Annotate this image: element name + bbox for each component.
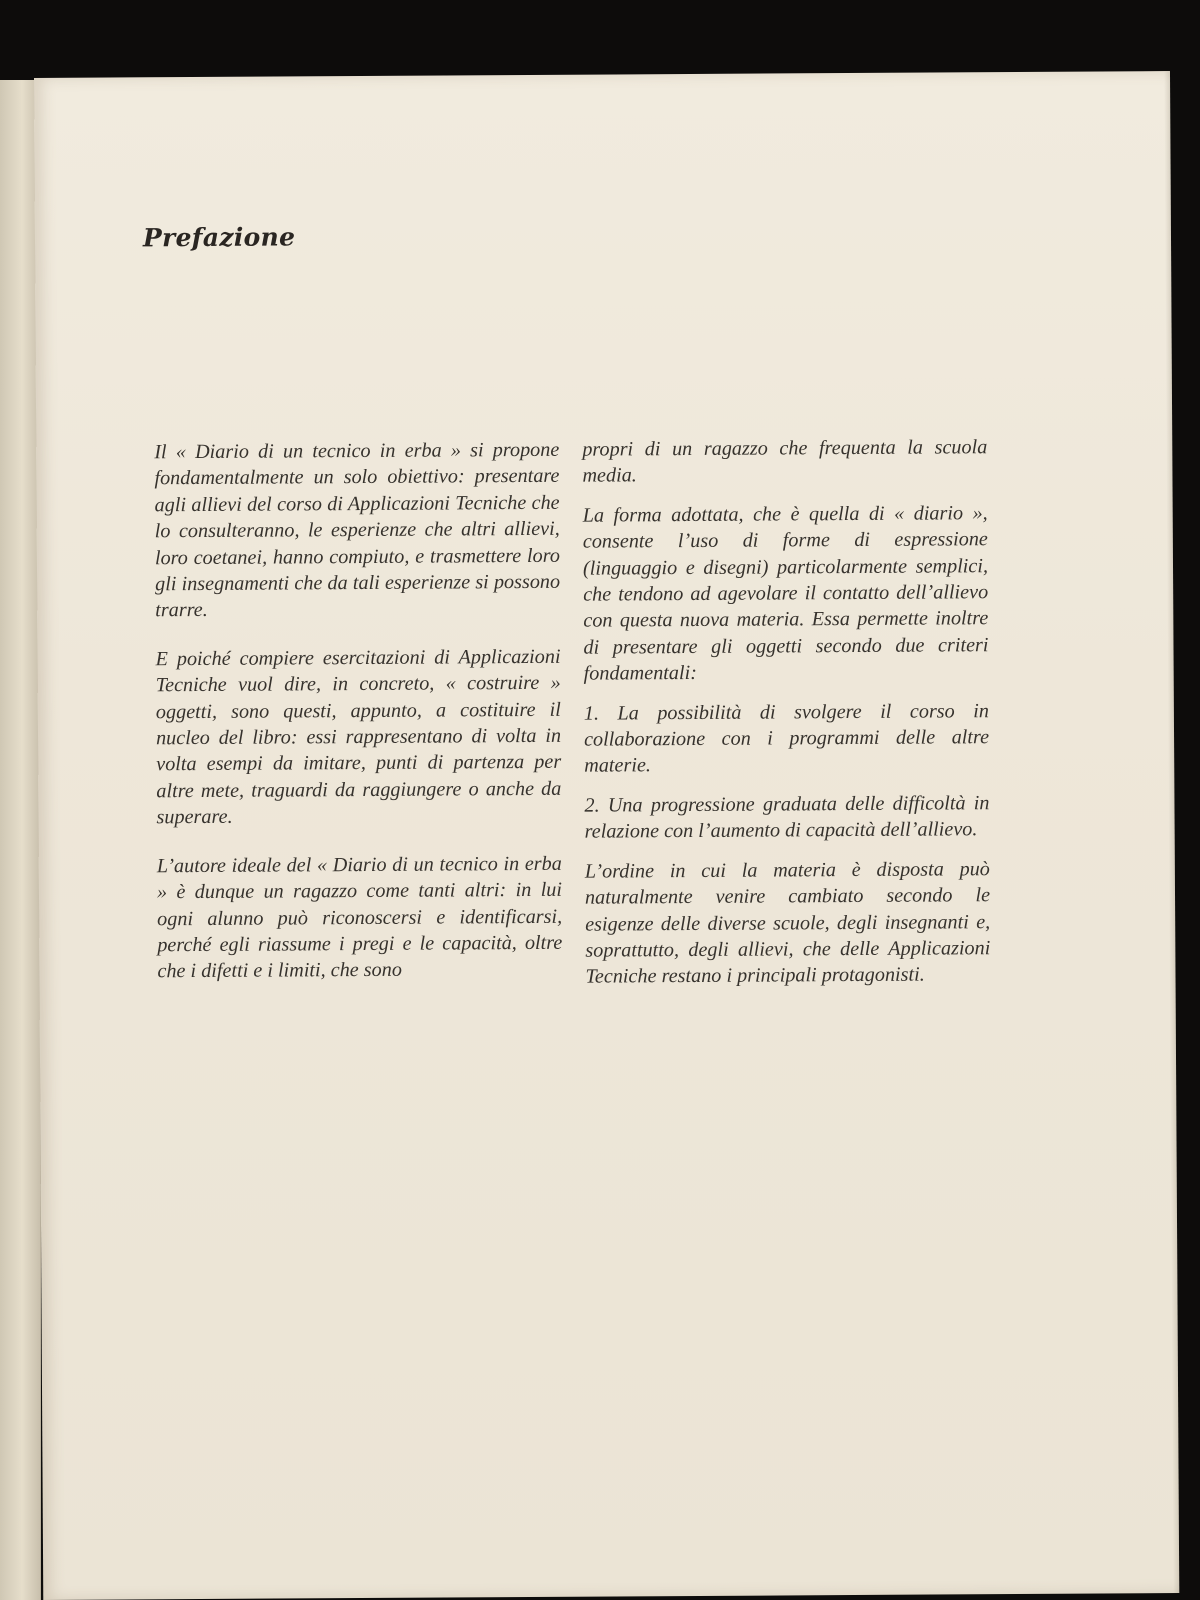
paragraph: La forma adottata, che è quella di « diario », consente l’uso di forme di espressione (linguaggio e disegni) particolarmente semplici, che tendono ad agevolare il contatto dell’allievo con questa nuova materia. Essa permette inoltre di presentare gli oggetti secondo due criteri fondamentali: [582, 501, 989, 685]
book-page [34, 71, 1179, 1600]
paragraph: E poiché compiere esercitazioni di Applicazioni Tecniche vuol dire, in concreto, « costruire » oggetti, sono questi, appunto, a costituire il nucleo del libro: essi rappresentano di volta in volta esempi da imitare, punti di partenza per altre mete, traguardi da raggiungere o anche da superare. [155, 645, 562, 829]
list-item: 1. La possibilità di svolgere il corso in collaborazione con i programmi delle altre materie. [583, 699, 990, 778]
list-item: 2. Una progressione graduata delle difficoltà in relazione con l’aumento di capacità dell’allievo. [584, 792, 990, 843]
paragraph: propri di un ragazzo che frequenta la scuola media. [582, 436, 988, 488]
paragraph: L’autore ideale del « Diario di un tecnico in erba » è dunque un ragazzo come tanti altri: in lui ogni alunno può riconoscersi e identificarsi, perché egli riassume i pregi e le capacità, oltre che i difetti e i limiti, che sono [156, 852, 563, 983]
text-column-right [582, 434, 990, 1003]
text-column-left [154, 437, 562, 1007]
paragraph: Il « Diario di un tecnico in erba » si propone fondamentalmente un solo obiettivo: presentare agli allievi del corso di Applicazioni Tecniche che lo consulteranno, le esperienze che altri allievi, loro coetanei, hanno compiuto, e trasmettere loro gli insegnamenti che da tali esperienze si possono trarre. [154, 438, 561, 622]
paragraph: L’ordine in cui la materia è disposta può naturalmente venire cambiato secondo le esigenze delle diverse scuole, degli insegnanti e, soprattutto, degli allievi, che delle Applicazioni Tecniche restano i principali protagonisti. [584, 857, 991, 988]
page-title: Prefazione [142, 222, 296, 253]
